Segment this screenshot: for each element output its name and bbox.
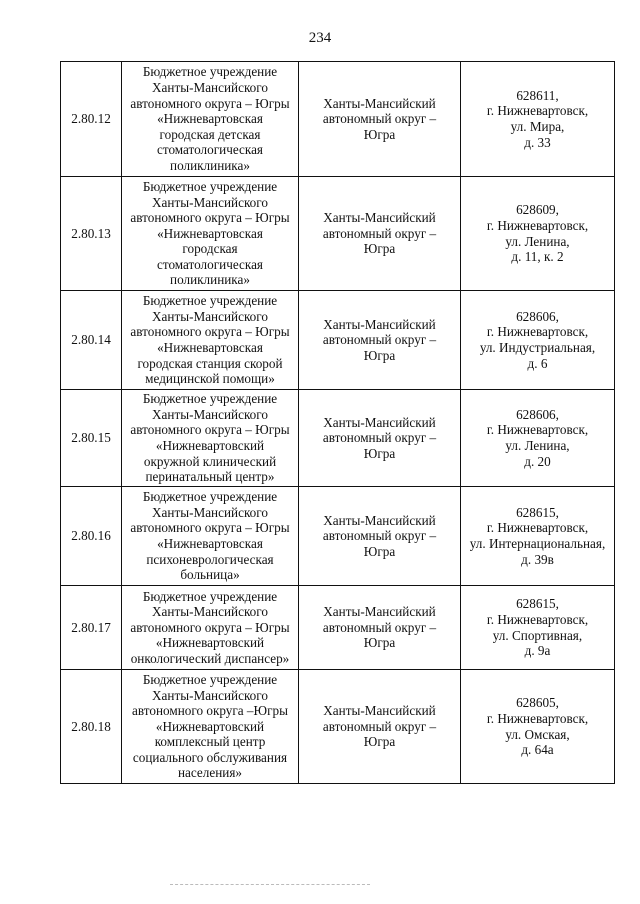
address: 628615, г. Нижневартовск, ул. Спортивная, д. 9а <box>461 586 615 670</box>
address: 628611, г. Нижневартовск, ул. Мира, д. 33 <box>461 62 615 177</box>
region-name: Ханты-Мансийский автономный округ – Югра <box>299 586 461 670</box>
row-code: 2.80.17 <box>61 586 122 670</box>
scan-edge-line <box>170 884 370 885</box>
region-name: Ханты-Мансийский автономный округ – Югра <box>299 177 461 291</box>
row-code: 2.80.16 <box>61 487 122 586</box>
institution-name: Бюджетное учреждение Ханты-Мансийского автономного округа – Югры «Нижневартовская психоневрологическая больница» <box>122 487 299 586</box>
address: 628615, г. Нижневартовск, ул. Интернациональная, д. 39в <box>461 487 615 586</box>
table-row <box>61 586 615 670</box>
address: 628606, г. Нижневартовск, ул. Индустриальная, д. 6 <box>461 291 615 390</box>
institution-name: Бюджетное учреждение Ханты-Мансийского автономного округа – Югры «Нижневартовская городская станция скорой медицинской помощи» <box>122 291 299 390</box>
row-code: 2.80.13 <box>61 177 122 291</box>
institution-name: Бюджетное учреждение Ханты-Мансийского автономного округа –Югры «Нижневартовский комплексный центр социального обслуживания населения» <box>122 670 299 784</box>
address: 628606, г. Нижневартовск, ул. Ленина, д. 20 <box>461 390 615 487</box>
row-code: 2.80.18 <box>61 670 122 784</box>
page-number: 234 <box>308 30 332 46</box>
region-name: Ханты-Мансийский автономный округ – Югра <box>299 390 461 487</box>
address: 628609, г. Нижневартовск, ул. Ленина, д. 11, к. 2 <box>461 177 615 291</box>
region-name: Ханты-Мансийский автономный округ – Югра <box>299 62 461 177</box>
institution-name: Бюджетное учреждение Ханты-Мансийского автономного округа – Югры «Нижневартовский окружной клинический перинатальный центр» <box>122 390 299 487</box>
region-name: Ханты-Мансийский автономный округ – Югра <box>299 487 461 586</box>
row-code: 2.80.15 <box>61 390 122 487</box>
institutions-table <box>60 61 615 784</box>
institution-name: Бюджетное учреждение Ханты-Мансийского автономного округа – Югры «Нижневартовская городская стоматологическая поликлиника» <box>122 177 299 291</box>
table-row <box>61 390 615 487</box>
row-code: 2.80.14 <box>61 291 122 390</box>
table-row <box>61 670 615 784</box>
address: 628605, г. Нижневартовск, ул. Омская, д. 64а <box>461 670 615 784</box>
row-code: 2.80.12 <box>61 62 122 177</box>
table-row <box>61 487 615 586</box>
institution-name: Бюджетное учреждение Ханты-Мансийского автономного округа – Югры «Нижневартовская городская детская стоматологическая поликлиника» <box>122 62 299 177</box>
table-row <box>61 62 615 177</box>
table-row <box>61 291 615 390</box>
region-name: Ханты-Мансийский автономный округ – Югра <box>299 670 461 784</box>
institution-name: Бюджетное учреждение Ханты-Мансийского автономного округа – Югры «Нижневартовский онкологический диспансер» <box>122 586 299 670</box>
table-row <box>61 177 615 291</box>
region-name: Ханты-Мансийский автономный округ – Югра <box>299 291 461 390</box>
